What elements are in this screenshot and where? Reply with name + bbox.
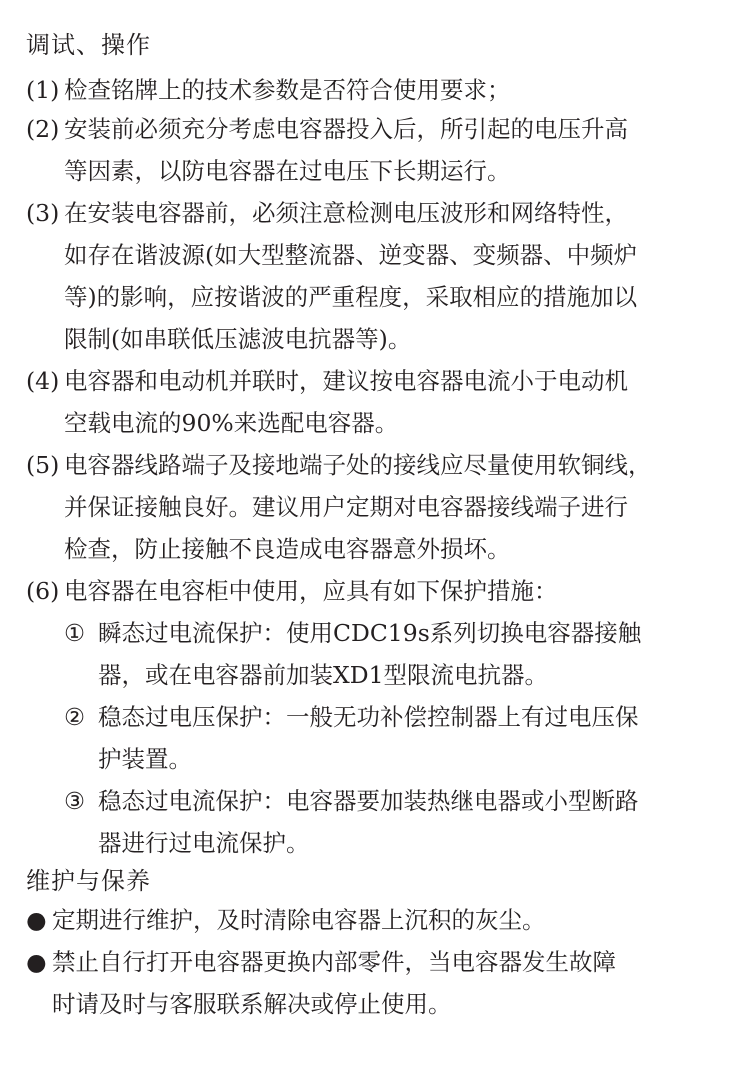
item-number: (5) — [26, 451, 60, 479]
sub-item-text: 器进行过电流保护。 — [98, 829, 310, 857]
sub-list-item — [64, 612, 740, 696]
item-number: (6) — [26, 577, 60, 605]
list-item — [26, 192, 738, 360]
item-text: 限制(如串联低压滤波电抗器等)。 — [64, 325, 412, 353]
item-number: (4) — [26, 367, 60, 395]
list-item — [26, 360, 738, 444]
list-item — [26, 444, 738, 570]
list-item — [26, 108, 738, 192]
bullet-text: 定期进行维护，及时清除电容器上沉积的灰尘。 — [52, 906, 546, 934]
circled-number: ① — [64, 619, 86, 647]
item-text: 等)的影响，应按谐波的严重程度，采取相应的措施加以 — [64, 283, 638, 311]
bullet-text: 禁止自行打开电容器更换内部零件，当电容器发生故障 — [52, 948, 616, 976]
item-text: 如存在谐波源(如大型整流器、逆变器、变频器、中频炉 — [64, 241, 638, 269]
item-text: 在安装电容器前，必须注意检测电压波形和网络特性， — [64, 199, 628, 227]
bullet-icon: ● — [26, 948, 47, 976]
item-number: (1) — [26, 76, 60, 104]
item-text: 安装前必须充分考虑电容器投入后，所引起的电压升高 — [64, 115, 628, 143]
item-text: 电容器在电容柜中使用，应具有如下保护措施： — [64, 577, 558, 605]
sub-item-text: 瞬态过电流保护：使用CDC19s系列切换电容器接触 — [98, 619, 642, 647]
circled-number: ② — [64, 703, 86, 731]
item-text: 电容器和电动机并联时，建议按电容器电流小于电动机 — [64, 367, 628, 395]
item-number: (2) — [26, 115, 60, 143]
sub-list-item — [64, 780, 740, 864]
sub-item-text: 稳态过电压保护：一般无功补偿控制器上有过电压保 — [98, 703, 639, 731]
circled-number: ③ — [64, 787, 86, 815]
section-title-maintenance: 维护与保养 — [26, 867, 151, 895]
item-text: 电容器线路端子及接地端子处的接线应尽量使用软铜线， — [64, 451, 652, 479]
list-item — [26, 69, 738, 111]
bullet-icon: ● — [26, 906, 47, 934]
item-text: 等因素，以防电容器在过电压下长期运行。 — [64, 157, 511, 185]
item-text: 空载电流的90%来选配电容器。 — [64, 409, 399, 437]
bullet-text: 时请及时与客服联系解决或停止使用。 — [52, 990, 452, 1018]
item-number: (3) — [26, 199, 60, 227]
sub-list-item — [64, 696, 740, 780]
sub-item-text: 器，或在电容器前加装XD1型限流电抗器。 — [98, 661, 549, 689]
item-text: 并保证接触良好。建议用户定期对电容器接线端子进行 — [64, 493, 628, 521]
list-item — [26, 941, 738, 1025]
sub-item-text: 稳态过电流保护：电容器要加装热继电器或小型断路 — [98, 787, 639, 815]
list-item — [26, 899, 738, 941]
item-text: 检查铭牌上的技术参数是否符合使用要求； — [64, 76, 511, 104]
list-item — [26, 570, 738, 612]
sub-item-text: 护装置。 — [98, 745, 192, 773]
section-title-commissioning: 调试、操作 — [26, 31, 151, 59]
item-text: 检查，防止接触不良造成电容器意外损坏。 — [64, 535, 511, 563]
